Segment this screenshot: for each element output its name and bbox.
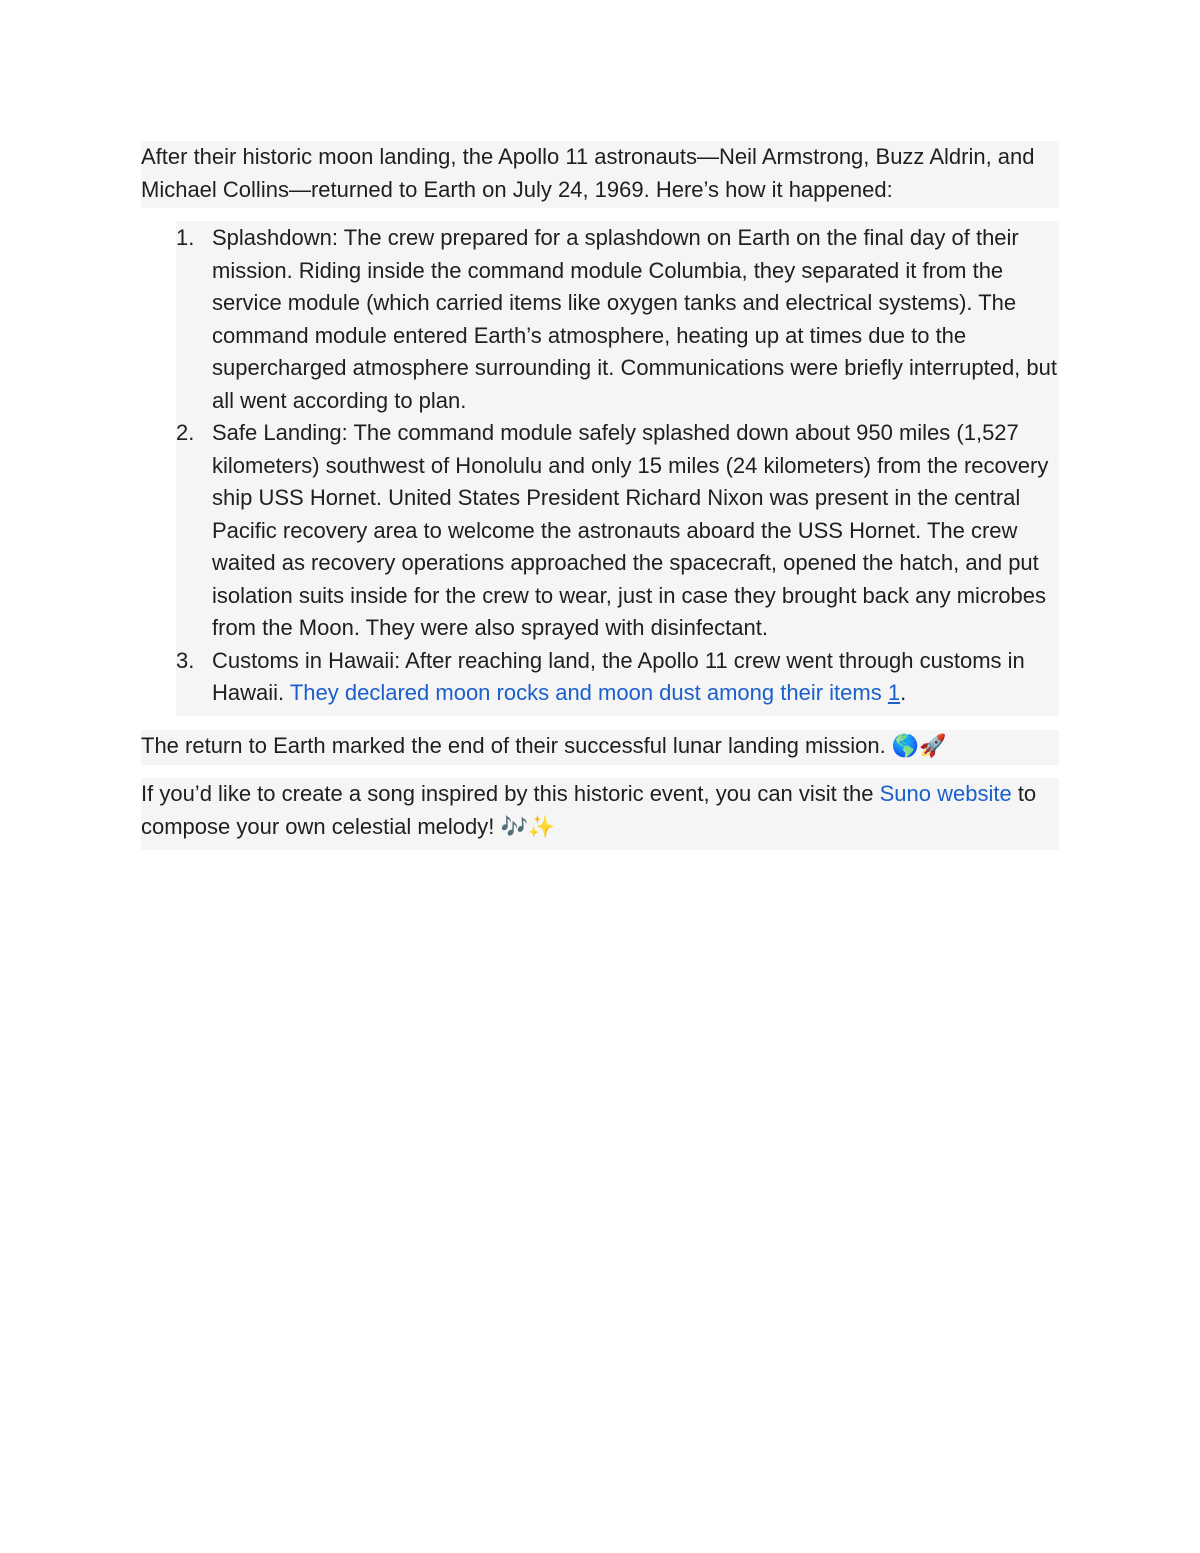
list-number: 2.	[176, 420, 195, 445]
closing-text: The return to Earth marked the end of their successful lunar landing mission.	[141, 732, 892, 758]
list-item	[176, 645, 1059, 710]
intro-text: After their historic moon landing, the Apollo 11 astronauts—Neil Armstrong, Buzz Aldrin, and Michael Collins—returned to Earth on July 24, 1969. Here’s how it happened:	[141, 144, 1035, 202]
list-item-text: Splashdown: The crew prepared for a splashdown on Earth on the final day of their mission. Riding inside the command module Columbia, they separated it from the service module (which carried items like oxygen tanks and electrical systems). The command module entered Earth’s atmosphere, heating up at times due to the supercharged atmosphere surrounding it. Communications were briefly interrupted, but all went according to plan.	[212, 225, 1057, 413]
music-notes-icon: 🎶	[500, 814, 528, 840]
moon-rocks-link[interactable]: They declared moon rocks and moon dust among their items	[289, 680, 882, 705]
list-number: 1.	[176, 225, 195, 250]
list-item	[176, 222, 1059, 417]
trailing-period: .	[900, 680, 907, 705]
list-item-content	[212, 645, 1059, 710]
list-item-text: Customs in Hawaii: After reaching land, the Apollo 11 crew went through customs in Hawaii.	[212, 647, 1025, 705]
list-item	[176, 417, 1059, 645]
suno-website-link[interactable]: Suno website	[879, 781, 1012, 806]
steps-list	[176, 221, 1059, 716]
document-page	[141, 141, 1059, 850]
citation-link[interactable]: 1	[887, 680, 901, 705]
suno-text-after: to compose your own celestial melody!	[141, 781, 1037, 839]
rocket-icon: 🚀	[919, 733, 947, 759]
globe-icon: 🌎	[891, 733, 920, 759]
list-item-text: Safe Landing: The command module safely splashed down about 950 miles (1,527 kilometers) southwest of Honolulu and only 15 miles (24 kilometers) from the recovery ship USS Hornet. United States President Richard Nixon was present in the central Pacific recovery area to welcome the astronauts aboard the USS Hornet. The crew waited as recovery operations approached the spacecraft, opened the hatch, and put isolation suits inside for the crew to wear, just in case they brought back any microbes from the Moon. They were also sprayed with disinfectant.	[212, 420, 1049, 640]
intro-paragraph	[141, 141, 1059, 208]
suno-paragraph	[141, 778, 1059, 850]
sparkles-icon: ✨	[527, 814, 556, 840]
closing-paragraph	[141, 730, 1059, 766]
list-number: 3.	[176, 647, 195, 673]
suno-text-before: If you’d like to create a song inspired by this historic event, you can visit the	[141, 781, 880, 806]
